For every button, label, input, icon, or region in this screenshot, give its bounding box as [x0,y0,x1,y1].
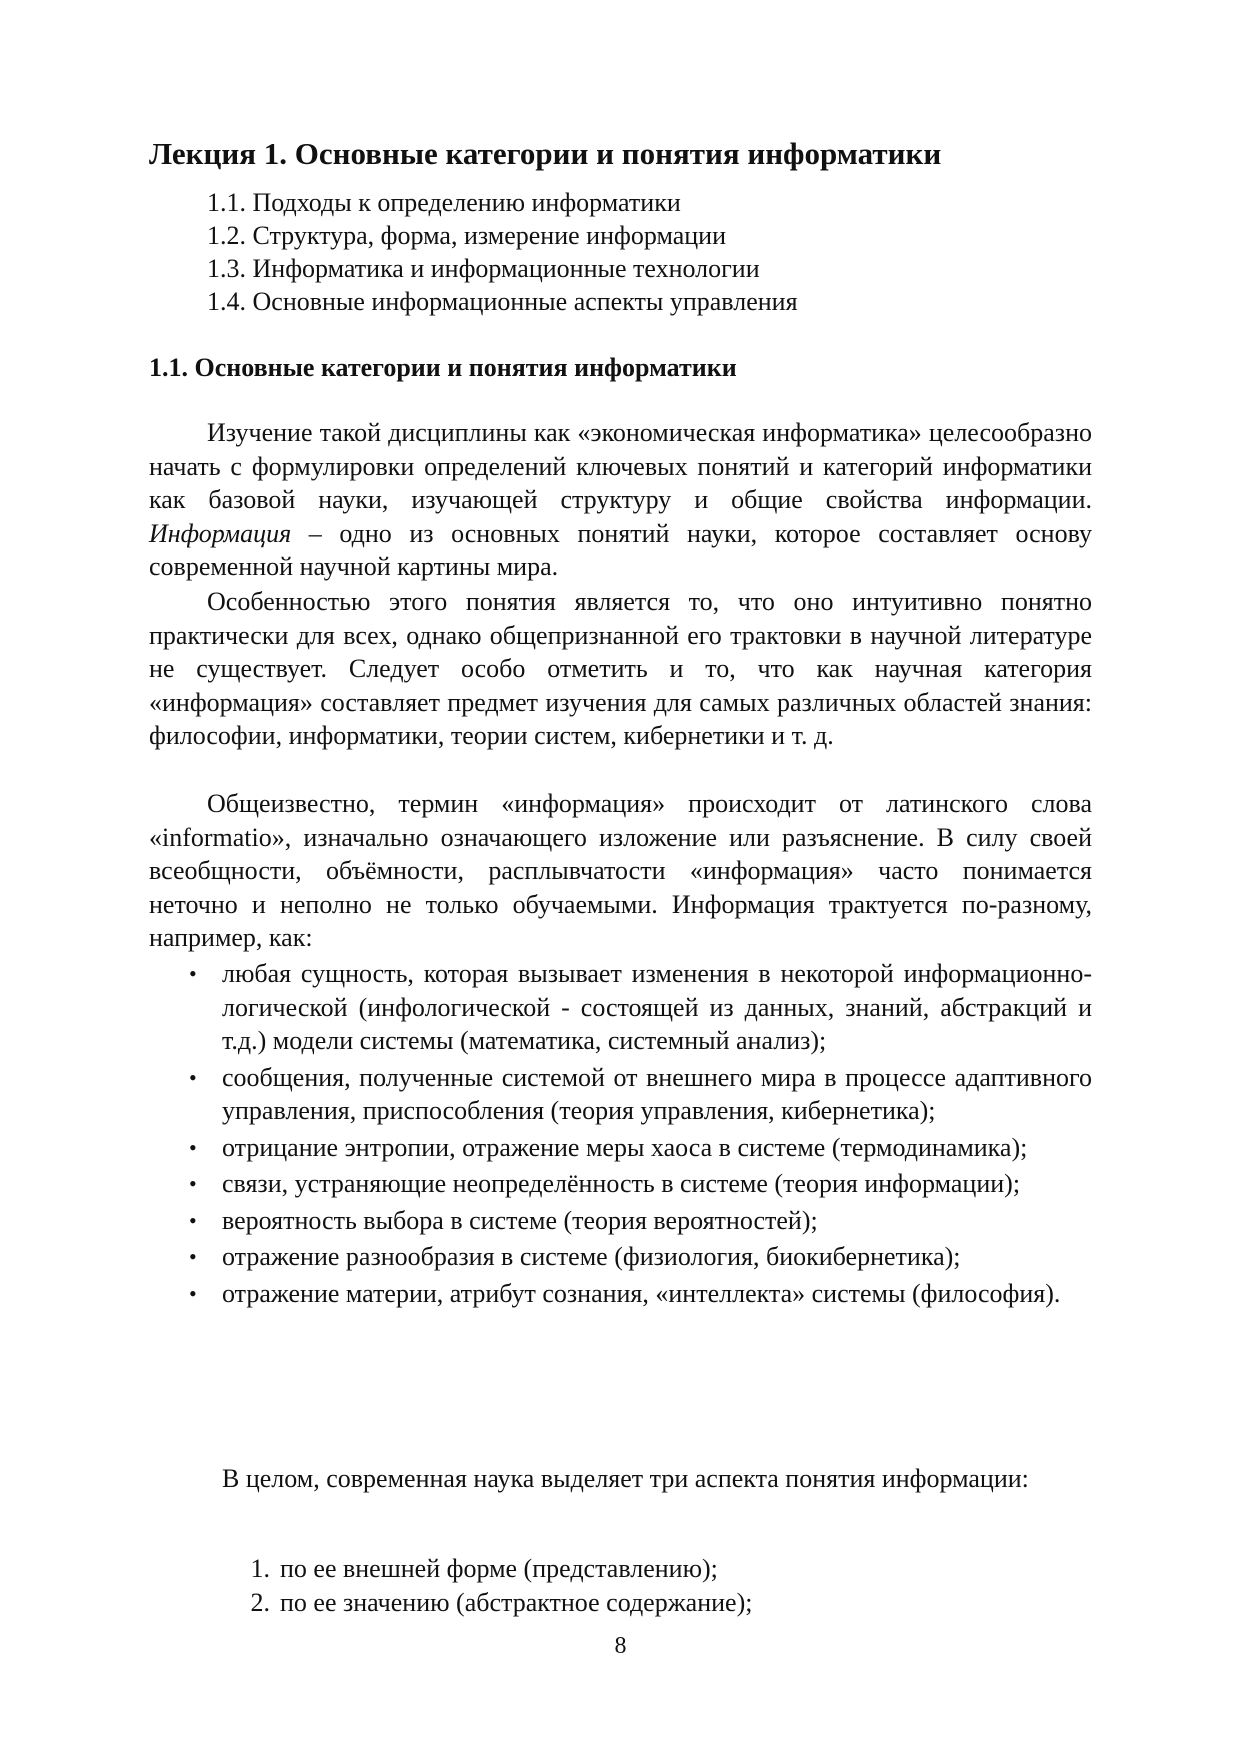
paragraph-intro-text-end: – одно из основных понятий науки, которое составляет основу современной научной картины мира. [149,518,1092,581]
section-title: 1.1. Основные категории и понятия информатики [149,353,737,382]
numbered-item [222,1552,752,1586]
page-number: 8 [614,1633,627,1659]
list-item: • отражение разнообразия в системе (физиология, биокибернетика); [149,1240,1092,1274]
item-text: по ее внешней форме (представлению); [280,1554,718,1583]
list-item: • любая сущность, которая вызывает изменения в некоторой информационно-логической (инфологической - состоящей из данных, знаний, абстракций и т.д.) модели системы (математика, системный анализ); [189,959,1092,1055]
toc-item: 1.2. Структура, форма, измерение информации [207,221,727,250]
list-item: • вероятность выбора в системе (теория вероятностей); [149,1204,1092,1238]
numbered-item [222,1586,752,1620]
paragraph-intro-text: Изучение такой дисциплины как «экономическая информатика» целесообразно начать с формулировки определений ключевых понятий и категорий информатики как базовой науки, изучающей структуру и общие свойства информации. [149,418,1092,514]
item-text: по ее значению (абстрактное содержание); [280,1587,753,1617]
paragraph-concept: Особенностью этого понятия является то, что оно интуитивно понятно практически для всех, однако общепризнанной его трактовки в научной литературе не существует. Следует особо отметить и то, что как научная категория «информация» составляет предмет изучения для самых различных областей знания: философии, информатики, теории систем, кибернетики и т. д. [149,587,1092,750]
list-item: • отрицание энтропии, отражение меры хаоса в системе (термодинамика); [149,1131,1092,1165]
list-item: • сообщения, полученные системой от внешнего мира в процессе адаптивного управления, приспособления (теория управления, кибернетика); [189,1062,1092,1125]
paragraph-etymology: Общеизвестно, термин «информация» происходит от латинского слова «informatio», изначально означающего изложение или разъяснение. В силу своей всеобщности, объёмности, расплывчатости «информация» часто понимается неточно и неполно не только обучаемыми. Информация трактуется по-разному, например, как: [149,789,1092,952]
definitions-list [149,957,1092,1313]
toc-item: 1.1. Подходы к определению информатики [207,188,681,217]
list-item: • отражение материи, атрибут сознания, «интеллекта» системы (философия). [149,1277,1092,1311]
bullet-icon: • [189,1064,197,1090]
item-number: 2. [250,1587,270,1617]
bullet-icon: • [189,961,197,986]
table-of-contents [207,186,798,318]
bullet-icon: • [189,1134,197,1160]
lecture-title: Лекция 1. Основные категории и понятия информатики [149,136,942,171]
term-information: Информация [149,518,292,548]
bullet-icon: • [189,1244,197,1269]
bullet-icon: • [189,1280,197,1306]
paragraph-intro [149,416,1092,584]
toc-item: 1.3. Информатика и информационные технологии [207,254,760,283]
paragraph-aspects: В целом, современная наука выделяет три аспекта понятия информации: [222,1464,1029,1493]
bullet-icon: • [189,1171,197,1196]
list-item: • связи, устраняющие неопределённость в системе (теория информации); [149,1167,1092,1201]
item-number: 1. [250,1554,270,1583]
aspects-list [222,1552,752,1619]
toc-item: 1.4. Основные информационные аспекты управления [207,287,798,316]
bullet-icon: • [189,1207,197,1233]
